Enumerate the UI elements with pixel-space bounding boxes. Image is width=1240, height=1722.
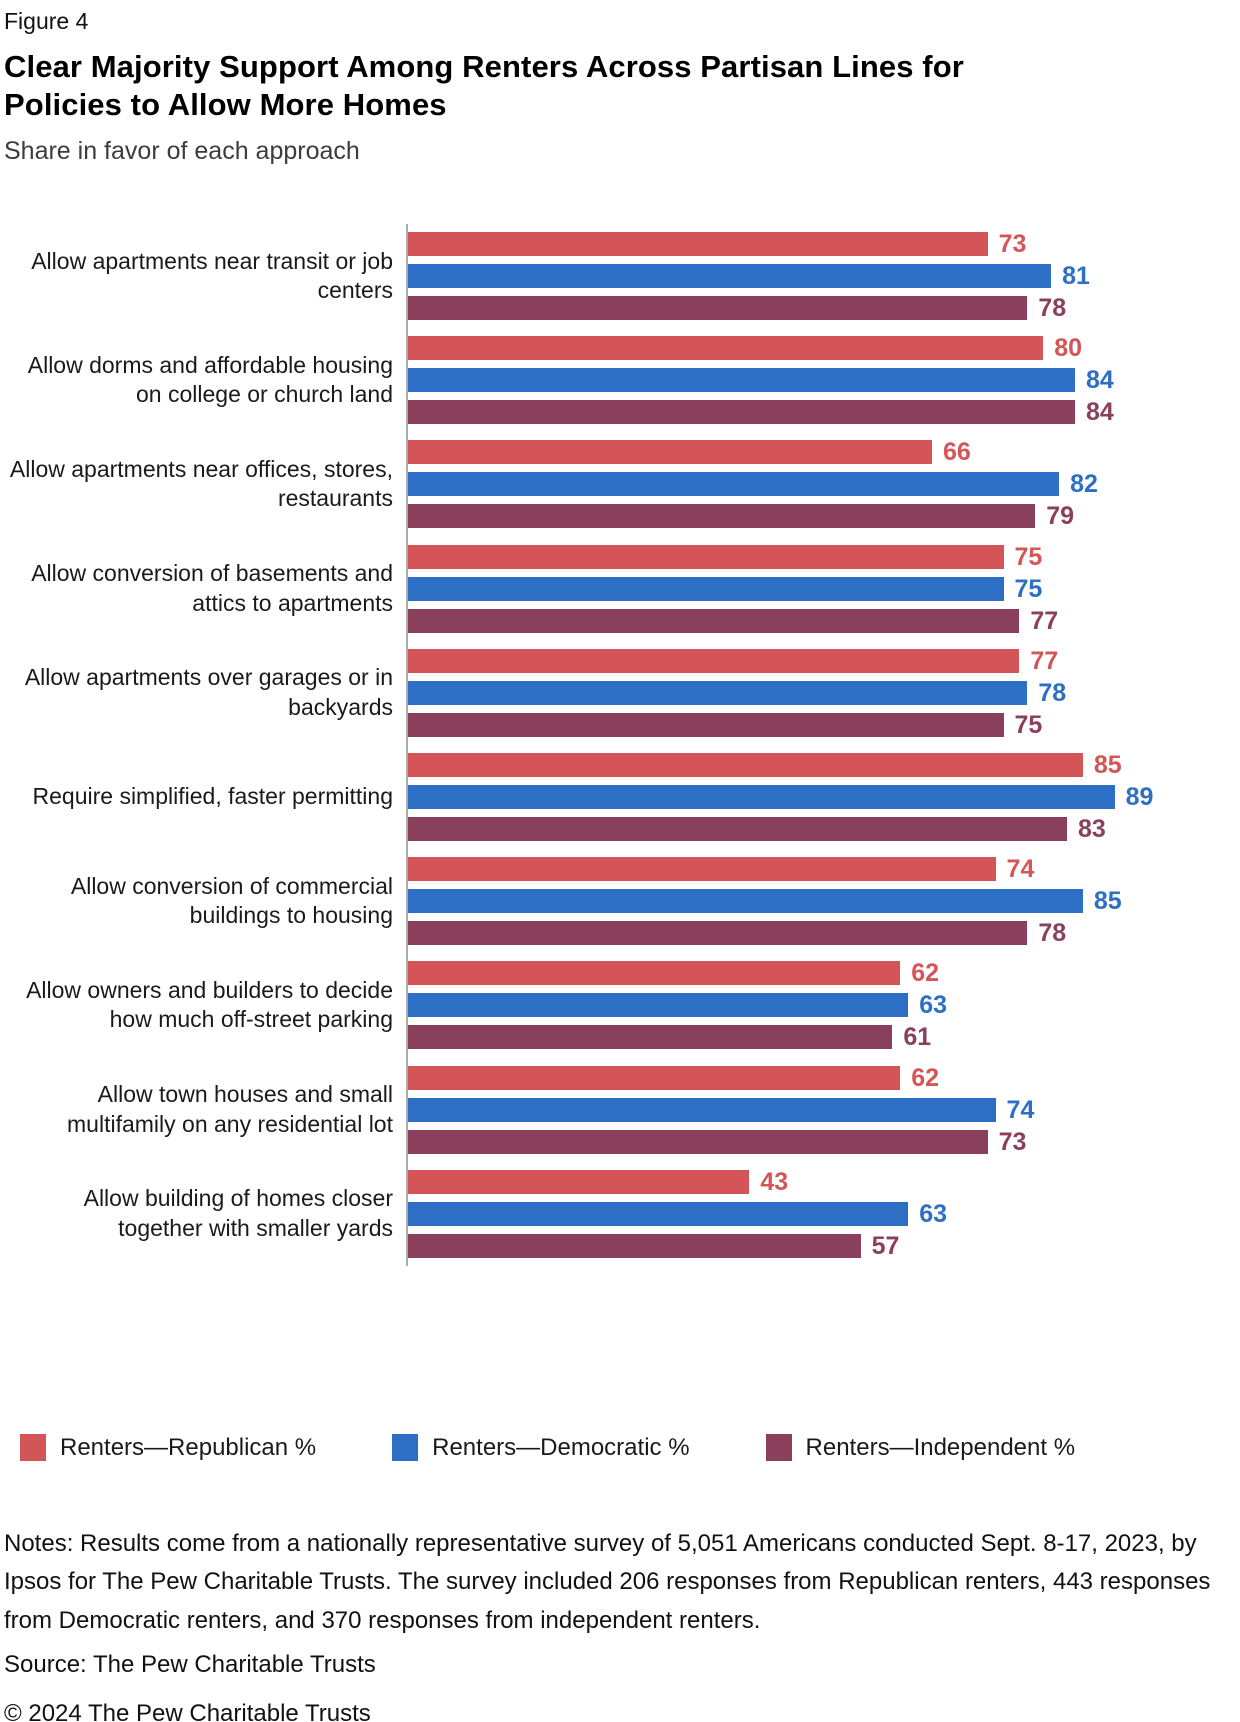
bar-democratic — [408, 1098, 996, 1122]
bar-value-independent: 75 — [1014, 710, 1043, 739]
bar-value-independent: 73 — [998, 1127, 1027, 1156]
figure-label: Figure 4 — [4, 8, 89, 34]
bar-line-independent — [408, 294, 1240, 323]
category-label: Allow building of homes closer together with smaller yards — [83, 1185, 393, 1241]
bar-line-republican — [408, 855, 1240, 884]
bar-democratic — [408, 472, 1059, 496]
bars-group — [406, 537, 1240, 641]
bar-value-democratic: 78 — [1038, 678, 1067, 707]
chart-row — [0, 328, 1240, 432]
bar-line-democratic — [408, 887, 1240, 916]
bars-group — [406, 1162, 1240, 1266]
bar-republican — [408, 232, 988, 256]
bars-group — [406, 953, 1240, 1057]
bar-line-independent — [408, 606, 1240, 635]
legend-label-democratic: Renters—Democratic % — [432, 1433, 690, 1461]
bar-line-republican — [408, 646, 1240, 675]
bar-line-democratic — [408, 366, 1240, 395]
bar-independent — [408, 1130, 988, 1154]
bar-line-republican — [408, 751, 1240, 780]
bar-republican — [408, 649, 1019, 673]
bar-line-republican — [408, 334, 1240, 363]
bar-democratic — [408, 889, 1083, 913]
bar-line-independent — [408, 710, 1240, 739]
bar-value-republican: 66 — [943, 438, 971, 467]
bar-line-independent — [408, 1023, 1240, 1052]
category-label: Allow dorms and affordable housing on college or church land — [27, 351, 393, 408]
bar-value-independent: 77 — [1030, 606, 1059, 635]
legend-swatch-republican-icon — [20, 1434, 46, 1461]
bar-democratic — [408, 681, 1027, 705]
bar-democratic — [408, 577, 1004, 601]
chart-row — [0, 745, 1240, 849]
legend-item-independent — [766, 1434, 1076, 1462]
bar-republican — [408, 440, 932, 464]
bar-line-independent — [408, 398, 1240, 427]
bar-value-democratic: 85 — [1093, 887, 1122, 916]
bars-group — [406, 224, 1240, 328]
bar-democratic — [408, 264, 1051, 288]
bar-independent — [408, 609, 1019, 633]
bar-value-republican: 43 — [760, 1167, 789, 1196]
bar-independent — [408, 1234, 861, 1258]
bar-line-independent — [408, 815, 1240, 844]
bar-value-democratic: 63 — [919, 991, 948, 1020]
bar-value-independent: 78 — [1038, 294, 1067, 323]
bar-republican — [408, 1170, 749, 1194]
bars-group — [406, 745, 1240, 849]
category-label: Allow owners and builders to decide how much off-street parking — [26, 976, 393, 1033]
bar-republican — [408, 1066, 900, 1090]
bar-line-independent — [408, 502, 1240, 531]
bar-line-independent — [408, 919, 1240, 948]
bar-independent — [408, 296, 1027, 320]
bar-line-democratic — [408, 1199, 1240, 1228]
chart-row — [0, 849, 1240, 953]
copyright-text: © 2024 The Pew Charitable Trusts — [4, 1700, 371, 1722]
category-label: Require simplified, faster permitting — [32, 783, 393, 810]
bar-value-republican: 74 — [1006, 855, 1035, 884]
bar-value-independent: 57 — [871, 1231, 900, 1260]
chart-row — [0, 953, 1240, 1057]
bar-line-democratic — [408, 678, 1240, 707]
bar-republican — [408, 857, 996, 881]
category-label: Allow conversion of basements and attics to apartments — [31, 560, 393, 616]
chart-subtitle: Share in favor of each approach — [4, 137, 360, 165]
bar-line-democratic — [408, 991, 1240, 1020]
bars-group — [406, 849, 1240, 953]
bar-line-democratic — [408, 574, 1240, 603]
bar-value-independent: 79 — [1046, 502, 1075, 531]
bar-value-democratic: 74 — [1006, 1095, 1035, 1124]
bar-republican — [408, 545, 1004, 569]
bar-value-democratic: 75 — [1014, 574, 1043, 603]
bar-democratic — [408, 1202, 908, 1226]
bar-independent — [408, 817, 1067, 841]
bar-chart — [0, 224, 1240, 1266]
legend-swatch-democratic-icon — [392, 1434, 418, 1461]
bar-value-republican: 75 — [1014, 542, 1043, 571]
legend-label-independent: Renters—Independent % — [805, 1433, 1076, 1461]
legend-label-republican: Renters—Republican % — [60, 1433, 317, 1461]
bar-republican — [408, 336, 1043, 360]
bars-group — [406, 641, 1240, 745]
category-label: Allow apartments near offices, stores, restaurants — [9, 455, 393, 512]
bar-line-democratic — [408, 1095, 1240, 1124]
chart-row — [0, 641, 1240, 745]
bar-value-republican: 80 — [1054, 334, 1082, 363]
bar-line-republican — [408, 959, 1240, 988]
category-label: Allow conversion of commercial buildings to housing — [70, 872, 393, 929]
bar-democratic — [408, 368, 1075, 392]
bar-republican — [408, 961, 900, 985]
bar-line-republican — [408, 438, 1240, 467]
bar-line-democratic — [408, 470, 1240, 499]
bar-independent — [408, 504, 1035, 528]
category-label: Allow apartments near transit or job centers — [31, 247, 393, 304]
bar-value-democratic: 82 — [1070, 470, 1098, 499]
legend-item-democratic — [392, 1434, 689, 1462]
bar-independent — [408, 921, 1027, 945]
bar-democratic — [408, 785, 1115, 809]
bar-value-independent: 61 — [903, 1023, 932, 1052]
bar-independent — [408, 713, 1004, 737]
chart-legend — [0, 1434, 1240, 1462]
bar-line-independent — [408, 1127, 1240, 1156]
bar-line-democratic — [408, 783, 1240, 812]
chart-row — [0, 224, 1240, 328]
chart-row — [0, 537, 1240, 641]
bar-line-republican — [408, 542, 1240, 571]
bar-value-republican: 77 — [1030, 646, 1059, 675]
category-label: Allow apartments over garages or in backyards — [24, 664, 393, 720]
bar-line-republican — [408, 1063, 1240, 1092]
bar-line-republican — [408, 230, 1240, 259]
bar-value-republican: 85 — [1093, 751, 1122, 780]
bar-value-republican: 62 — [911, 959, 940, 988]
bar-value-independent: 78 — [1038, 919, 1067, 948]
bar-value-independent: 84 — [1085, 398, 1114, 427]
bar-republican — [408, 753, 1083, 777]
chart-row — [0, 1058, 1240, 1162]
chart-row — [0, 432, 1240, 536]
bar-democratic — [408, 993, 908, 1017]
legend-item-republican — [20, 1434, 316, 1462]
bars-group — [406, 1058, 1240, 1162]
figure-header — [0, 0, 1240, 165]
bar-value-republican: 73 — [998, 230, 1027, 259]
bar-value-democratic: 89 — [1125, 783, 1154, 812]
bar-line-democratic — [408, 262, 1240, 291]
bar-value-democratic: 63 — [919, 1199, 948, 1228]
source-text: Source: The Pew Charitable Trusts — [4, 1651, 376, 1679]
legend-swatch-independent-icon — [766, 1434, 792, 1461]
bars-group — [406, 328, 1240, 432]
bar-line-republican — [408, 1167, 1240, 1196]
bar-value-democratic: 84 — [1085, 366, 1114, 395]
bar-value-democratic: 81 — [1062, 262, 1090, 291]
chart-row — [0, 1162, 1240, 1266]
bar-independent — [408, 400, 1075, 424]
chart-title: Clear Majority Support Among Renters Across Partisan Lines for Policies to Allow More Homes — [4, 49, 964, 122]
bar-independent — [408, 1025, 892, 1049]
notes-text: Notes: Results come from a nationally representative survey of 5,051 Americans conducted Sept. 8-17, 2023, by Ipsos for The Pew Charitable Trusts. The survey included 206 responses from Republican renters, 443 responses from Democratic renters, and 370 responses from independent renters. — [4, 1529, 1211, 1634]
bars-group — [406, 432, 1240, 536]
bar-value-independent: 83 — [1078, 815, 1106, 844]
bar-value-republican: 62 — [911, 1063, 940, 1092]
category-label: Allow town houses and small multifamily on any residential lot — [67, 1081, 393, 1137]
bar-line-independent — [408, 1231, 1240, 1260]
